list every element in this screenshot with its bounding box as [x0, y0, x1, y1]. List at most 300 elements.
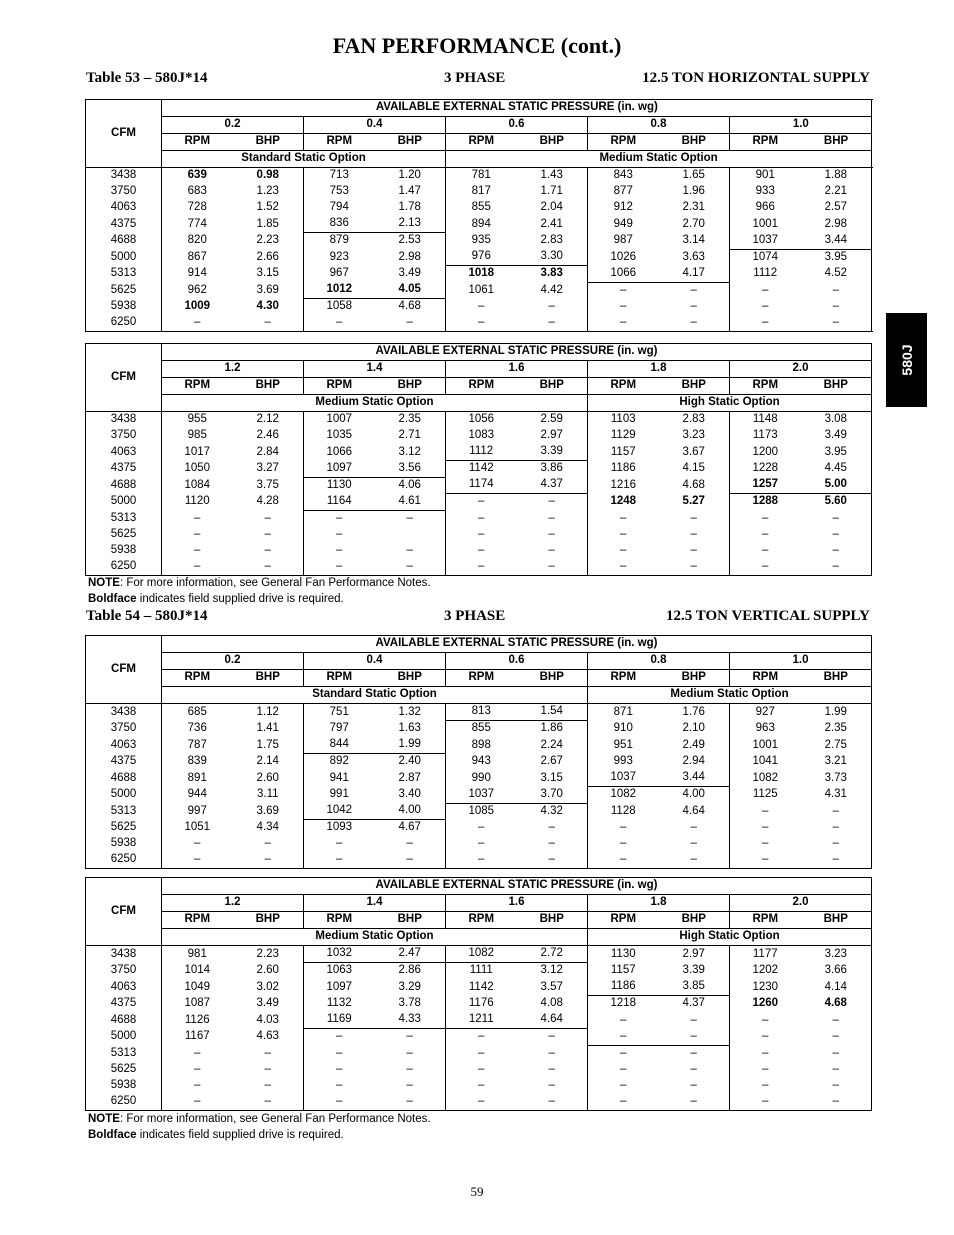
rpm-header: RPM	[588, 912, 659, 929]
table-row	[86, 168, 872, 185]
pressure-header: 1.4	[304, 361, 446, 378]
bhp-value: 4.03	[233, 1012, 304, 1029]
fan-performance-table	[85, 343, 872, 576]
bhp-header: BHP	[659, 670, 730, 687]
rpm-value: –	[620, 559, 627, 572]
bhp-header: BHP	[517, 378, 588, 395]
rpm-value: 1097	[326, 461, 353, 474]
rpm-value: –	[478, 495, 485, 508]
bhp-value: –	[659, 527, 730, 543]
rpm-value: –	[762, 1013, 769, 1026]
bhp-value: –	[375, 315, 446, 332]
bhp-value: –	[517, 1078, 588, 1094]
bhp-header: BHP	[801, 378, 872, 395]
bhp-value: 2.47	[375, 946, 446, 963]
bhp-value: 3.08	[801, 412, 872, 429]
rpm-value: 1248	[610, 495, 637, 507]
bhp-header: BHP	[375, 912, 446, 929]
bhp-value: 3.44	[659, 770, 730, 787]
rpm-value: –	[478, 527, 485, 540]
option-label: Standard Static Option	[162, 687, 588, 704]
rpm-value: 985	[187, 429, 207, 442]
bhp-value: 4.45	[801, 461, 872, 478]
section-tab-label: 580J	[898, 344, 915, 376]
rpm-value: 787	[187, 738, 207, 751]
rpm-value: 1018	[468, 267, 495, 280]
rpm-value: 891	[187, 771, 207, 784]
bhp-value: 4.34	[233, 820, 304, 837]
rpm-value: 1037	[730, 233, 801, 250]
bhp-value: –	[517, 820, 588, 837]
rpm-value: 753	[329, 185, 349, 198]
option-label: Medium Static Option	[162, 395, 588, 412]
bhp-value: 2.46	[233, 428, 304, 444]
bhp-value: –	[517, 1045, 588, 1062]
bhp-value: 3.11	[233, 787, 304, 804]
bhp-value: –	[233, 543, 304, 559]
table-row	[86, 979, 872, 996]
rpm-header: RPM	[304, 670, 375, 687]
bhp-value: –	[233, 315, 304, 332]
static-pressure-header: AVAILABLE EXTERNAL STATIC PRESSURE (in. wg)	[162, 878, 872, 895]
bhp-value: 3.15	[233, 266, 304, 283]
rpm-value: –	[336, 316, 343, 329]
rpm-value: 1037	[446, 787, 517, 804]
rpm-value: 1103	[610, 413, 636, 426]
rpm-header: RPM	[162, 378, 233, 395]
bhp-value: 1.86	[517, 721, 588, 738]
bhp-value: 3.44	[801, 233, 872, 250]
rpm-value: 990	[446, 770, 517, 787]
rpm-value: –	[478, 821, 485, 833]
bhp-value: 3.30	[517, 249, 588, 266]
bhp-value: 4.14	[824, 980, 847, 993]
cfm-value: 5938	[86, 1078, 162, 1094]
cfm-value: 4375	[86, 996, 162, 1013]
bhp-value: 4.32	[517, 803, 588, 820]
cfm-value: 3750	[86, 963, 162, 980]
rpm-value: 1148	[730, 412, 801, 429]
rpm-value: 1112	[469, 445, 494, 458]
rpm-value: –	[478, 853, 485, 866]
pressure-header: 1.0	[730, 653, 872, 670]
cfm-value: 3438	[86, 412, 162, 429]
bhp-value: 4.00	[659, 787, 730, 804]
bhp-value: 3.83	[517, 266, 588, 283]
bhp-value: 3.12	[517, 963, 588, 980]
bhp-value: 3.29	[375, 979, 446, 996]
bhp-value: 3.40	[375, 787, 446, 804]
bhp-value: 2.94	[659, 754, 730, 771]
bhp-value: –	[832, 527, 839, 540]
bhp-value: –	[233, 1094, 304, 1111]
cfm-value: 3438	[86, 946, 162, 963]
rpm-value: 1228	[730, 461, 801, 478]
table-row	[86, 803, 872, 820]
rpm-value: –	[762, 527, 769, 540]
table-row	[86, 1029, 872, 1046]
rpm-value: 1050	[184, 462, 211, 474]
rpm-value: –	[620, 837, 627, 850]
bhp-value: 4.64	[659, 803, 730, 820]
bhp-value: –	[659, 1045, 730, 1062]
bhp-value: –	[233, 559, 304, 576]
bhp-value: 3.27	[233, 461, 304, 478]
table-row	[86, 787, 872, 804]
bhp-value: 2.10	[659, 721, 730, 738]
rpm-value: 728	[187, 201, 207, 214]
table-row	[86, 428, 872, 444]
rpm-value: 1132	[304, 996, 375, 1013]
rpm-value: 1035	[326, 429, 353, 442]
rpm-value: 894	[446, 216, 517, 233]
rpm-value: –	[194, 1046, 201, 1059]
rpm-value: –	[336, 837, 343, 850]
table-row	[86, 249, 872, 266]
table-54-heading	[86, 608, 870, 628]
bhp-value: 1.96	[659, 184, 730, 200]
bhp-value: 2.84	[233, 444, 304, 461]
bhp-value: 1.78	[375, 200, 446, 216]
bhp-value: 2.97	[517, 428, 588, 444]
option-label: Medium Static Option	[588, 687, 872, 704]
rpm-value: –	[588, 1029, 659, 1046]
rpm-value: 943	[446, 754, 517, 771]
note-line: NOTE: For more information, see General Fan Performance Notes.	[88, 1113, 431, 1125]
rpm-value: 1142	[446, 979, 517, 996]
rpm-value: 1097	[304, 979, 375, 996]
rpm-value: 1130	[304, 477, 375, 494]
rpm-value: 1066	[588, 266, 659, 283]
bhp-value: 1.99	[824, 705, 847, 718]
bhp-value: –	[233, 1062, 304, 1078]
bhp-header: BHP	[517, 134, 588, 151]
table-row	[86, 559, 872, 576]
table-row	[86, 444, 872, 461]
section-tab	[886, 313, 927, 407]
rpm-value: 1007	[326, 413, 353, 426]
rpm-header: RPM	[588, 134, 659, 151]
rpm-value: 967	[304, 266, 375, 283]
bhp-value: –	[832, 804, 839, 817]
pressure-header: 0.8	[588, 653, 730, 670]
rpm-value: –	[194, 543, 201, 556]
bhp-value: 3.49	[233, 996, 304, 1013]
bhp-value: 1.43	[517, 168, 588, 185]
rpm-value: 949	[588, 216, 659, 233]
rpm-value: –	[478, 1062, 485, 1075]
rpm-value: 1169	[304, 1012, 375, 1029]
pressure-header: 1.4	[304, 895, 446, 912]
bhp-value: –	[375, 510, 446, 527]
supply-label: 12.5 TON VERTICAL SUPPLY	[666, 608, 870, 624]
rpm-value: 923	[304, 249, 375, 266]
static-pressure-header: AVAILABLE EXTERNAL STATIC PRESSURE (in. wg)	[162, 344, 872, 361]
cfm-header: CFM	[86, 878, 162, 946]
bhp-value: –	[659, 559, 730, 576]
bhp-header: BHP	[801, 912, 872, 929]
cfm-value: 5938	[86, 299, 162, 316]
rpm-value: –	[762, 511, 769, 524]
table-row	[86, 282, 872, 299]
rpm-value: 1211	[446, 1012, 517, 1029]
rpm-value: 991	[304, 787, 375, 804]
boldface-line: Boldface indicates field supplied drive is required.	[88, 592, 344, 605]
rpm-value: 1061	[468, 283, 495, 296]
bhp-value: 2.70	[659, 216, 730, 233]
cfm-header: CFM	[86, 100, 162, 168]
bhp-value: 3.67	[659, 444, 730, 461]
bhp-value: 1.52	[233, 200, 304, 216]
rpm-value: 1082	[610, 788, 637, 801]
cfm-value: 5000	[86, 787, 162, 804]
rpm-value: –	[478, 837, 485, 850]
rpm-value: 1001	[730, 216, 801, 233]
bhp-value: –	[832, 1046, 839, 1059]
rpm-value: –	[478, 559, 485, 572]
rpm-value: 820	[187, 234, 207, 246]
bhp-value: 4.06	[375, 477, 446, 494]
bhp-header: BHP	[233, 134, 304, 151]
bhp-value: 3.69	[233, 803, 304, 820]
bhp-value: 2.53	[375, 233, 446, 250]
bhp-value: 3.23	[824, 947, 847, 960]
rpm-value: 1058	[326, 300, 353, 313]
rpm-value: 963	[755, 722, 775, 734]
bhp-value: 2.83	[659, 412, 730, 429]
bhp-value: 3.02	[233, 979, 304, 996]
bhp-value: –	[832, 1094, 839, 1107]
rpm-value: 867	[187, 250, 207, 263]
cfm-value: 3750	[86, 184, 162, 200]
rpm-value: 935	[446, 233, 517, 250]
table-row	[86, 412, 872, 429]
rpm-value: –	[762, 1078, 769, 1091]
bhp-value: –	[659, 299, 730, 316]
rpm-header: RPM	[446, 670, 517, 687]
bhp-value: –	[517, 315, 588, 332]
bhp-value: 4.08	[517, 996, 588, 1013]
table-row	[86, 1062, 872, 1078]
bhp-value: 4.15	[659, 461, 730, 478]
rpm-value: –	[730, 315, 801, 332]
rpm-value: 1142	[446, 461, 517, 478]
bhp-value: 3.15	[517, 770, 588, 787]
pressure-header: 1.2	[162, 361, 304, 378]
rpm-value: 962	[187, 283, 207, 296]
bhp-value: –	[801, 282, 872, 299]
cfm-value: 5625	[86, 1062, 162, 1078]
pressure-header: 2.0	[730, 361, 872, 378]
option-label: Medium Static Option	[162, 929, 588, 946]
rpm-value: 1177	[752, 947, 778, 960]
rpm-value: –	[620, 1094, 627, 1107]
bhp-value: –	[801, 299, 872, 316]
rpm-value: –	[336, 1046, 343, 1059]
rpm-value: 1066	[326, 445, 353, 458]
table-row	[86, 820, 872, 837]
bhp-value: –	[375, 559, 446, 576]
rpm-value: 1157	[610, 445, 636, 458]
rpm-value: –	[620, 283, 627, 296]
table-row	[86, 721, 872, 738]
rpm-header: RPM	[162, 134, 233, 151]
rpm-value: –	[620, 821, 627, 833]
rpm-value: 683	[187, 185, 207, 198]
bhp-value: 2.13	[375, 216, 446, 233]
table-row	[86, 543, 872, 559]
bhp-value: 2.60	[233, 770, 304, 787]
cfm-value: 5625	[86, 282, 162, 299]
rpm-value: 774	[187, 217, 207, 230]
rpm-value: –	[478, 1094, 485, 1107]
bhp-value: 4.37	[659, 996, 730, 1013]
rpm-header: RPM	[162, 670, 233, 687]
rpm-value: –	[478, 1046, 485, 1059]
rpm-value: –	[194, 853, 201, 866]
bhp-value: 3.56	[375, 461, 446, 478]
cfm-value: 3750	[86, 721, 162, 738]
cfm-value: 4063	[86, 979, 162, 996]
cfm-value: 5938	[86, 836, 162, 852]
rpm-header: RPM	[446, 134, 517, 151]
bhp-value: 4.61	[375, 494, 446, 511]
rpm-value: –	[762, 1062, 769, 1075]
cfm-value: 5938	[86, 543, 162, 559]
bhp-value: 4.33	[375, 1012, 446, 1029]
cfm-value: 5000	[86, 249, 162, 266]
bhp-value: 1.76	[659, 704, 730, 721]
bhp-value: –	[659, 1094, 730, 1111]
rpm-value: 855	[446, 721, 517, 738]
rpm-value: 1001	[752, 738, 779, 751]
bhp-value: –	[233, 836, 304, 852]
rpm-value: –	[762, 559, 769, 572]
rpm-value: 1200	[730, 444, 801, 461]
rpm-value: 871	[588, 704, 659, 721]
rpm-value: –	[336, 1030, 343, 1043]
rpm-value: 1063	[304, 963, 375, 980]
bhp-value: 2.24	[517, 737, 588, 754]
rpm-value: –	[478, 1078, 485, 1091]
bhp-value: 2.67	[517, 754, 588, 771]
rpm-value: 1074	[730, 249, 801, 266]
bhp-value: –	[233, 527, 304, 543]
bhp-value: 2.86	[375, 963, 446, 980]
bhp-value: 2.72	[517, 946, 588, 963]
bhp-value: 0.98	[233, 168, 304, 185]
rpm-value: –	[762, 1030, 769, 1042]
bhp-value: 1.41	[233, 721, 304, 738]
bhp-value: 2.98	[801, 216, 872, 233]
rpm-value: 1126	[184, 1013, 210, 1026]
rpm-value: –	[620, 527, 627, 540]
cfm-value: 4375	[86, 216, 162, 233]
table-row	[86, 510, 872, 527]
rpm-value: 910	[588, 721, 659, 738]
rpm-value: –	[762, 543, 769, 556]
table-row	[86, 266, 872, 283]
cfm-value: 4688	[86, 770, 162, 787]
phase-label: 3 PHASE	[444, 608, 506, 624]
rpm-value: –	[478, 511, 485, 524]
rpm-header: RPM	[730, 912, 801, 929]
bhp-header: BHP	[801, 670, 872, 687]
cfm-value: 6250	[86, 1094, 162, 1111]
bhp-value: –	[832, 1078, 839, 1091]
rpm-value: 987	[588, 233, 659, 250]
static-pressure-header: AVAILABLE EXTERNAL STATIC PRESSURE (in. wg)	[162, 636, 872, 653]
bhp-value: –	[659, 1029, 730, 1046]
phase-label: 3 PHASE	[444, 70, 506, 86]
cfm-value: 5625	[86, 527, 162, 543]
rpm-value: 1260	[752, 997, 779, 1009]
bhp-value: –	[375, 543, 446, 559]
bhp-value: –	[517, 510, 588, 527]
bhp-header: BHP	[517, 670, 588, 687]
bhp-value: –	[375, 1045, 446, 1062]
cfm-value: 5313	[86, 510, 162, 527]
rpm-header: RPM	[730, 378, 801, 395]
bhp-value: 2.04	[517, 200, 588, 216]
rpm-value: –	[194, 527, 201, 540]
rpm-value: 794	[329, 201, 349, 214]
rpm-value: 898	[446, 737, 517, 754]
bhp-value	[375, 527, 446, 543]
rpm-value: 966	[730, 200, 801, 216]
rpm-value: 843	[588, 168, 659, 185]
rpm-value: –	[762, 837, 769, 850]
rpm-value: 1056	[468, 413, 495, 426]
bhp-value: –	[517, 527, 588, 543]
cfm-value: 5313	[86, 266, 162, 283]
rpm-value: 1130	[610, 947, 636, 960]
cfm-value: 4688	[86, 1012, 162, 1029]
bhp-value: 4.67	[375, 820, 446, 837]
bhp-value: 3.69	[233, 282, 304, 299]
bhp-value: 1.65	[659, 168, 730, 185]
rpm-value: 813	[471, 705, 491, 718]
rpm-value: 1032	[326, 947, 353, 960]
rpm-value: 713	[329, 169, 349, 182]
bhp-value: 1.12	[233, 704, 304, 721]
cfm-value: 6250	[86, 559, 162, 576]
cfm-value: 4063	[86, 444, 162, 461]
bhp-header: BHP	[233, 670, 304, 687]
rpm-value: 877	[588, 184, 659, 200]
rpm-value: 1216	[610, 478, 637, 491]
rpm-value: –	[336, 511, 343, 524]
bhp-value: –	[832, 559, 839, 572]
rpm-value: 1230	[752, 980, 779, 993]
table-row	[86, 1012, 872, 1029]
bhp-value: 4.64	[517, 1012, 588, 1029]
rpm-value: 817	[446, 184, 517, 200]
bhp-value: 4.30	[233, 299, 304, 316]
bhp-value: –	[801, 315, 872, 332]
table-row	[86, 477, 872, 494]
rpm-header: RPM	[588, 670, 659, 687]
bhp-value: 2.23	[233, 233, 304, 250]
bhp-value: 4.68	[375, 299, 446, 316]
rpm-value: –	[762, 1094, 769, 1107]
rpm-value: –	[336, 1062, 343, 1075]
bhp-value: –	[659, 543, 730, 559]
bhp-value: 1.85	[233, 216, 304, 233]
page-title: FAN PERFORMANCE (cont.)	[332, 33, 622, 58]
static-pressure-header: AVAILABLE EXTERNAL STATIC PRESSURE (in. wg)	[162, 100, 872, 117]
rpm-header: RPM	[446, 378, 517, 395]
